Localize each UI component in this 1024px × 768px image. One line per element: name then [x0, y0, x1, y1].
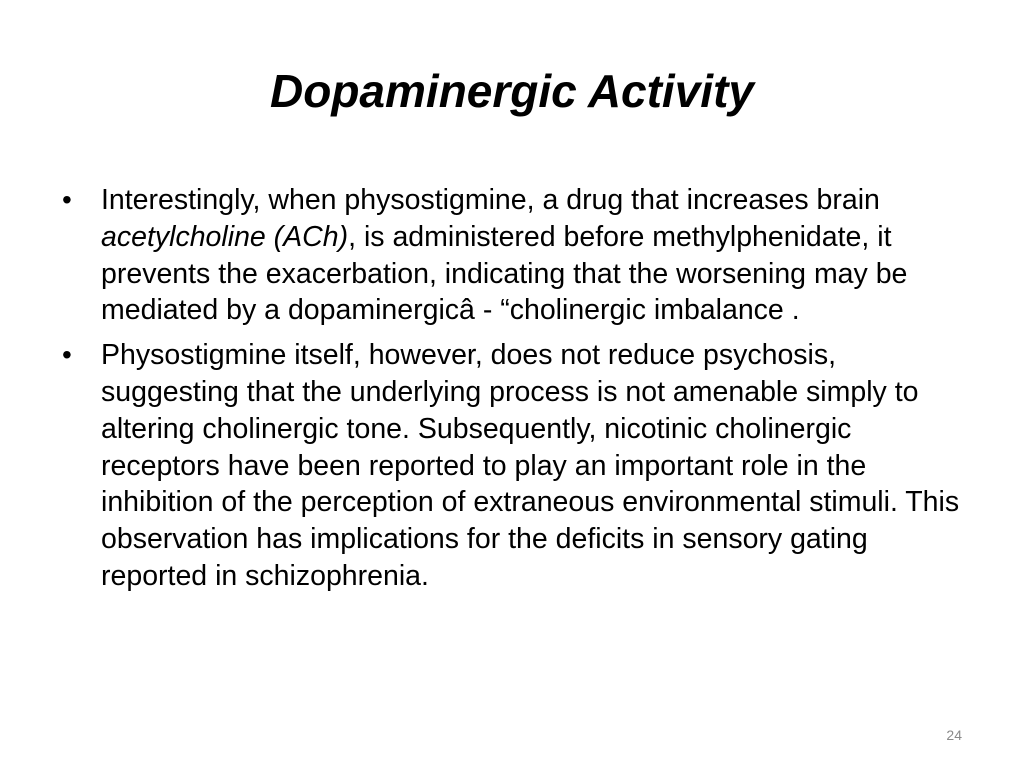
- slide-number: 24: [946, 727, 962, 743]
- bullet-text-italic: acetylcholine (ACh): [101, 220, 349, 253]
- bullet-dot-icon: •: [62, 339, 72, 371]
- bullet-text-part: Interestingly, when physostigmine, a drug that increases brain: [101, 184, 880, 216]
- bullet-text-part: , is administered before methylphenidate, it prevents the exacerbation, indicating that the worsening may be mediated by a dopaminergicâ - “cholinergic imbalance .: [101, 220, 908, 327]
- slide-title: Dopaminergic Activity: [270, 65, 754, 117]
- bullet-item: [60, 337, 972, 595]
- bullet-item: [60, 182, 972, 329]
- bullet-dot-icon: •: [62, 184, 72, 215]
- bullet-list: [60, 182, 972, 603]
- bullet-text: Physostigmine itself, however, does not reduce psychosis, suggesting that the underlying process is not amenable simply to altering cholinergic tone. Subsequently, nicotinic cholinergic receptors have been reported to play an important role in the inhibition of the perception of extraneous environmental stimuli. This observation has implications for the deficits in sensory gating reported in schizophrenia.: [101, 339, 960, 592]
